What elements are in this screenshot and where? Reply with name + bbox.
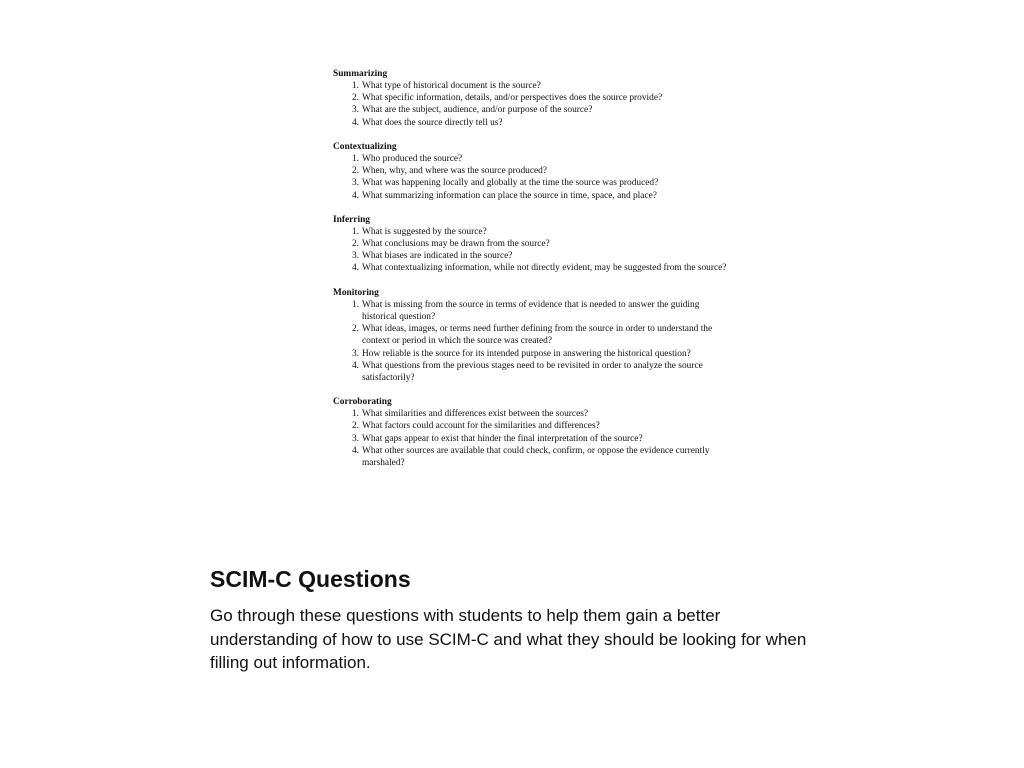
- question-number: 3.: [351, 251, 359, 262]
- question-item: [333, 92, 733, 104]
- question-number: 1.: [351, 154, 359, 165]
- question-text: What ideas, images, or terms need further defining from the source in order to understand the context or period in which the source was created?: [362, 324, 713, 347]
- caption-title: SCIM-C Questions: [210, 566, 411, 592]
- question-text: What contextualizing information, while not directly evident, may be suggested from the source?: [362, 263, 727, 274]
- question-number: 3.: [351, 348, 359, 359]
- question-item: [333, 433, 733, 445]
- question-list: [333, 80, 733, 129]
- question-item: [333, 190, 733, 202]
- section-heading: Monitoring: [333, 287, 379, 298]
- question-item: [333, 177, 733, 189]
- question-number: 3.: [351, 433, 359, 444]
- question-text: What conclusions may be drawn from the source?: [362, 239, 550, 250]
- section-heading: Corroborating: [333, 397, 392, 408]
- question-item: [333, 117, 733, 129]
- question-item: [333, 104, 733, 116]
- question-item: [333, 299, 733, 323]
- section-summarizing: [333, 68, 733, 129]
- question-list: [333, 226, 733, 275]
- question-number: 4.: [351, 445, 359, 456]
- question-text: What type of historical document is the source?: [362, 81, 541, 92]
- question-text: What does the source directly tell us?: [362, 117, 503, 128]
- question-item: [333, 250, 733, 262]
- question-item: [333, 408, 733, 420]
- question-list: [333, 299, 733, 384]
- question-number: 1.: [351, 81, 359, 92]
- question-text: What biases are indicated in the source?: [362, 251, 513, 262]
- question-text: What questions from the previous stages need to be revisited in order to analyze the source satisfactorily?: [362, 360, 703, 383]
- question-item: [333, 323, 733, 347]
- question-text: What other sources are available that could check, confirm, or oppose the evidence currently marshaled?: [362, 445, 710, 468]
- question-item: [333, 262, 733, 274]
- question-item: [333, 226, 733, 238]
- question-number: 3.: [351, 178, 359, 189]
- question-text: What factors could account for the similarities and differences?: [362, 421, 600, 432]
- section-heading: Inferring: [333, 214, 370, 225]
- question-number: 2.: [351, 324, 359, 335]
- question-text: What similarities and differences exist between the sources?: [362, 409, 589, 420]
- question-list: [333, 408, 733, 469]
- question-text: What are the subject, audience, and/or purpose of the source?: [362, 105, 593, 116]
- question-text: What was happening locally and globally at the time the source was produced?: [362, 178, 659, 189]
- question-item: [333, 348, 733, 360]
- question-number: 4.: [351, 360, 359, 371]
- question-text: How reliable is the source for its intended purpose in answering the historical question?: [362, 348, 691, 359]
- question-item: [333, 360, 733, 384]
- question-number: 4.: [351, 117, 359, 128]
- question-item: [333, 238, 733, 250]
- section-corroborating: [333, 396, 733, 469]
- section-heading: Contextualizing: [333, 141, 397, 152]
- question-number: 1.: [351, 227, 359, 237]
- question-text: What is suggested by the source?: [362, 227, 487, 237]
- question-number: 1.: [351, 299, 359, 310]
- question-text: What summarizing information can place the source in time, space, and place?: [362, 190, 657, 201]
- question-number: 2.: [351, 166, 359, 177]
- question-text: What specific information, details, and/or perspectives does the source provide?: [362, 93, 663, 104]
- question-item: [333, 153, 733, 165]
- question-item: [333, 165, 733, 177]
- section-contextualizing: [333, 141, 733, 202]
- question-text: Who produced the source?: [362, 154, 463, 165]
- question-text: What gaps appear to exist that hinder the final interpretation of the source?: [362, 433, 643, 444]
- question-item: [333, 420, 733, 432]
- question-number: 1.: [351, 409, 359, 420]
- question-number: 3.: [351, 105, 359, 116]
- scim-c-question-sheet: [333, 68, 733, 481]
- slide-caption: [210, 564, 830, 675]
- question-number: 2.: [351, 93, 359, 104]
- question-number: 2.: [351, 421, 359, 432]
- question-item: [333, 80, 733, 92]
- question-number: 4.: [351, 263, 359, 274]
- section-heading: Summarizing: [333, 69, 388, 79]
- question-text: What is missing from the source in terms of evidence that is needed to answer the guiding historical question?: [362, 299, 700, 323]
- question-list: [333, 153, 733, 202]
- section-monitoring: [333, 287, 733, 384]
- section-inferring: [333, 214, 733, 275]
- question-number: 2.: [351, 239, 359, 250]
- question-number: 4.: [351, 190, 359, 201]
- caption-body: Go through these questions with students to help them gain a better understanding of how to use SCIM-C and what they should be looking for when filling out information.: [210, 606, 807, 672]
- question-text: When, why, and where was the source produced?: [362, 166, 547, 177]
- question-item: [333, 445, 733, 469]
